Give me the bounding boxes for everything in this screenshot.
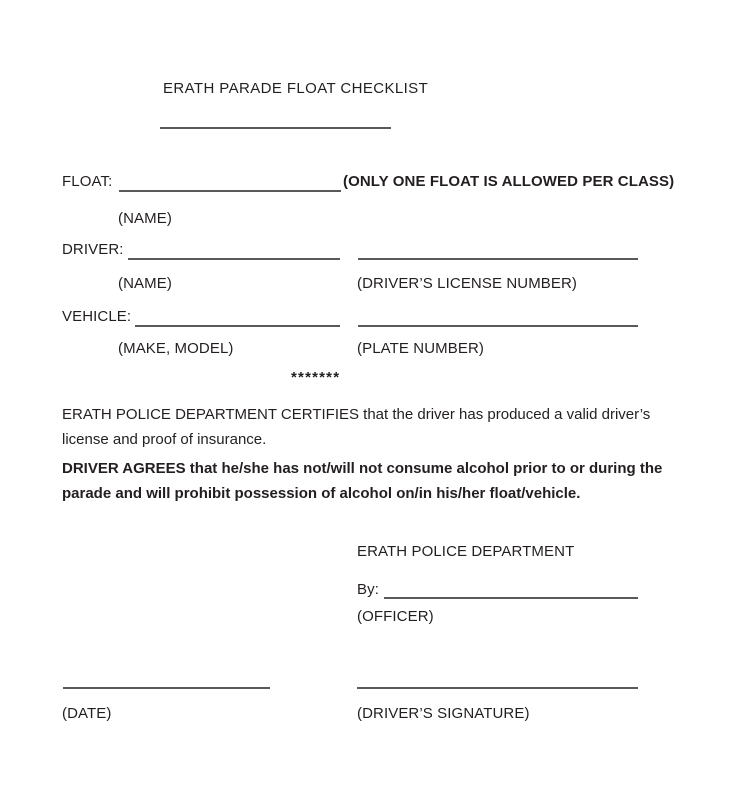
by-label: By: (357, 581, 379, 598)
department-name: ERATH POLICE DEPARTMENT (357, 543, 575, 560)
asterisk-divider: ******* (291, 369, 341, 386)
driver-field-label: DRIVER: (62, 241, 124, 258)
driver-name-sub-label: (NAME) (118, 275, 172, 292)
certification-paragraph: ERATH POLICE DEPARTMENT CERTIFIES that the driver has produced a valid driver’s license and proof of insurance. (62, 406, 651, 448)
vehicle-plate-blank-line[interactable] (358, 325, 638, 327)
vehicle-plate-sub-label: (PLATE NUMBER) (357, 340, 484, 357)
driver-name-blank-line[interactable] (128, 258, 340, 260)
float-name-blank-line[interactable] (119, 190, 341, 192)
title-underline-rule (160, 127, 391, 129)
vehicle-make-model-blank-line[interactable] (135, 325, 340, 327)
vehicle-make-model-sub-label: (MAKE, MODEL) (118, 340, 234, 357)
date-sub-label: (DATE) (62, 705, 112, 722)
driver-license-blank-line[interactable] (358, 258, 638, 260)
officer-sub-label: (OFFICER) (357, 608, 434, 625)
officer-signature-blank-line[interactable] (384, 597, 638, 599)
vehicle-field-label: VEHICLE: (62, 308, 132, 325)
driver-license-sub-label: (DRIVER’S LICENSE NUMBER) (357, 275, 578, 292)
float-class-note: (ONLY ONE FLOAT IS ALLOWED PER CLASS) (343, 173, 675, 190)
driver-agreement-paragraph: DRIVER AGREES that he/she has not/will not consume alcohol prior to or during the parade and will prohibit possession of alcohol on/in his/her float/vehicle. (62, 460, 663, 502)
driver-signature-sub-label: (DRIVER’S SIGNATURE) (357, 705, 530, 722)
float-name-sub-label: (NAME) (118, 210, 172, 227)
driver-signature-blank-line[interactable] (357, 687, 638, 689)
page-title: ERATH PARADE FLOAT CHECKLIST (163, 80, 429, 97)
date-blank-line[interactable] (63, 687, 270, 689)
float-field-label: FLOAT: (62, 173, 113, 190)
